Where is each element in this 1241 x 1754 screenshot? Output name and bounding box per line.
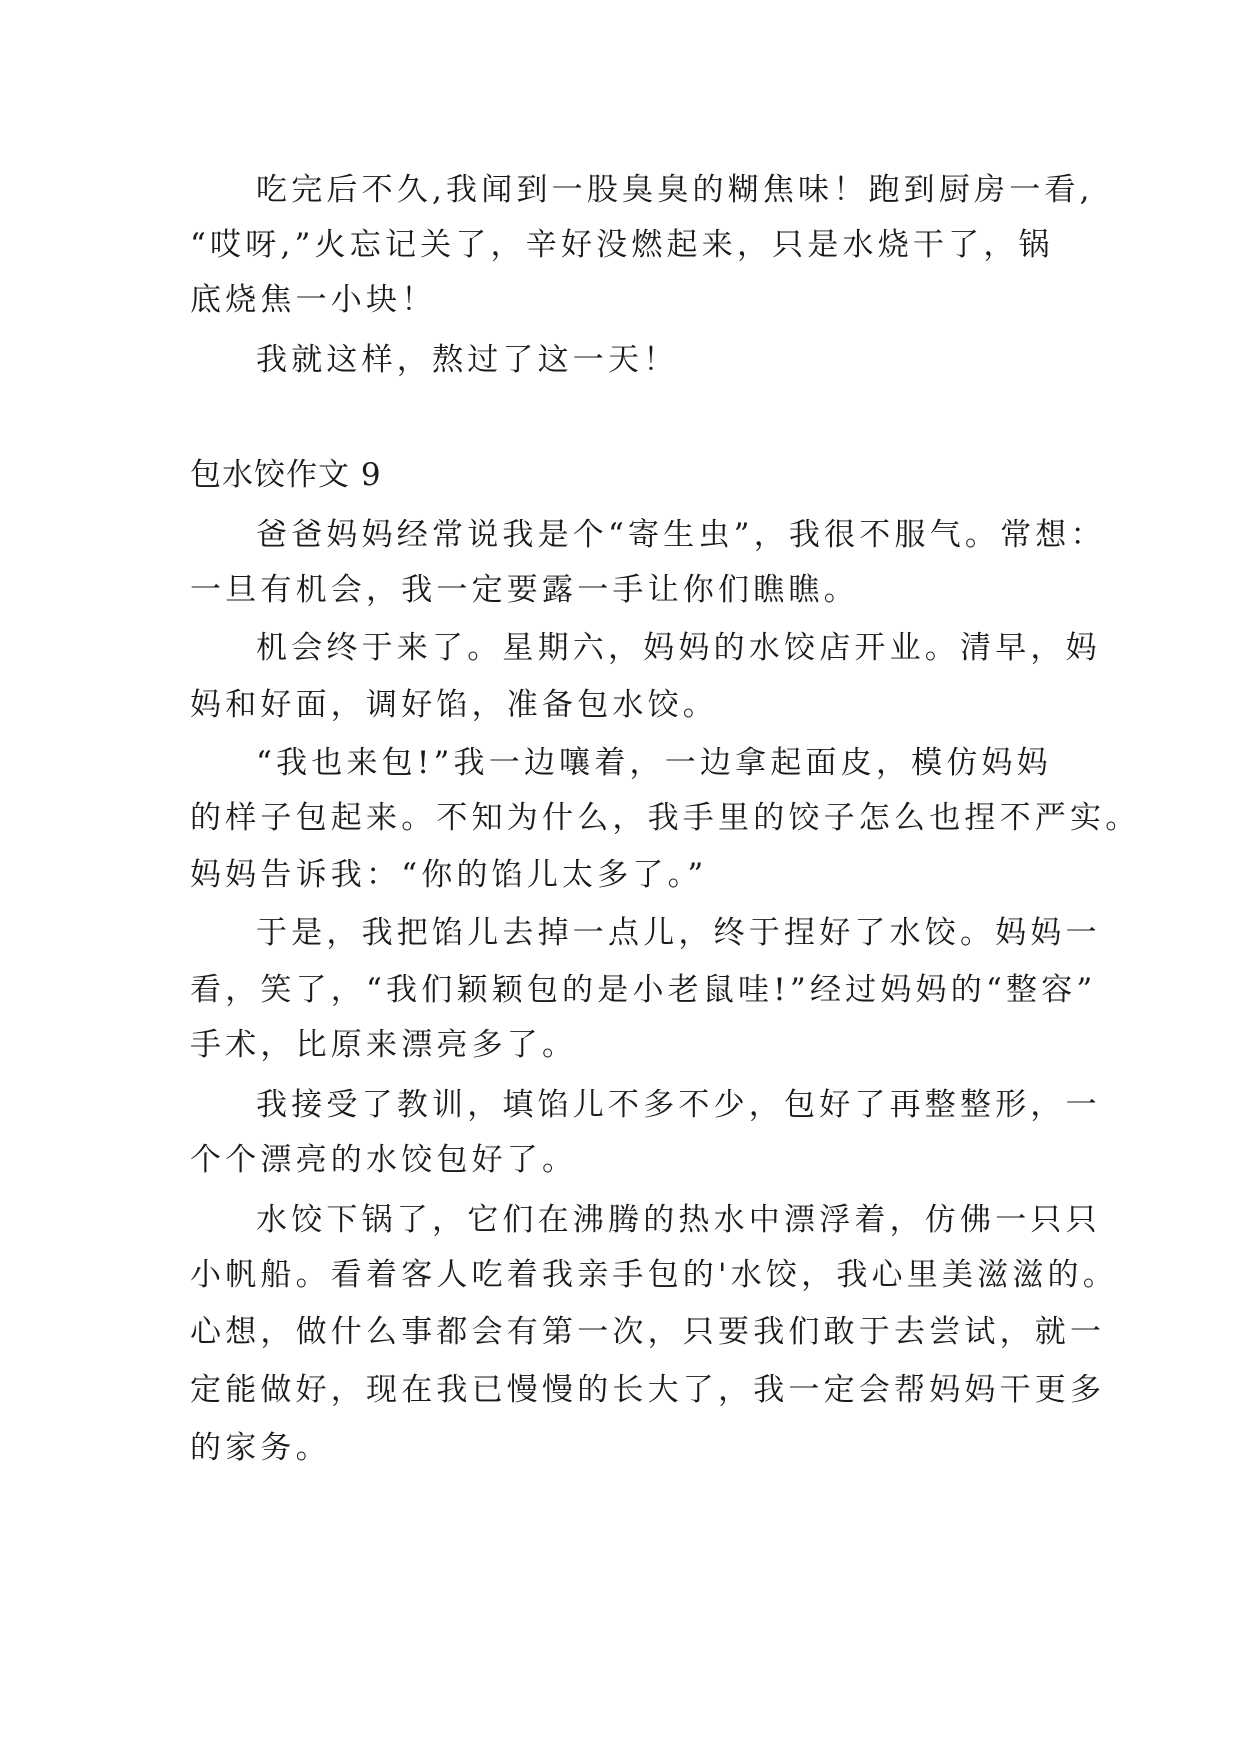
- paragraph-line: 机会终于来了。星期六，妈妈的水饺店开业。清早，妈: [256, 630, 1101, 666]
- paragraph-line: 手术，比原来漂亮多了。: [190, 1027, 578, 1063]
- paragraph-line: 个个漂亮的水饺包好了。: [190, 1142, 578, 1178]
- paragraph-line: 的样子包起来。不知为什么，我手里的饺子怎么也捏不严实。: [190, 800, 1141, 836]
- paragraph-line: 吃完后不久,我闻到一股臭臭的糊焦味！跑到厨房一看,: [256, 172, 1094, 208]
- paragraph-line: “我也来包!”我一边嚷着，一边拿起面皮，模仿妈妈: [256, 745, 1052, 781]
- paragraph-line: “哎呀,”火忘记关了，辛好没燃起来，只是水烧干了，锅: [190, 227, 1054, 263]
- section-heading: 包水饺作文 9: [190, 457, 382, 493]
- paragraph-line: 小帆船。看着客人吃着我亲手包的'水饺，我心里美滋滋的。: [190, 1257, 1118, 1293]
- paragraph-line: 定能做好，现在我已慢慢的长大了，我一定会帮妈妈干更多: [190, 1372, 1106, 1408]
- paragraph-line: 底烧焦一小块！: [190, 282, 437, 318]
- paragraph-line: 一旦有机会，我一定要露一手让你们瞧瞧。: [190, 572, 859, 608]
- paragraph-line: 心想，做什么事都会有第一次，只要我们敢于去尝试，就一: [190, 1314, 1106, 1350]
- paragraph-line: 水饺下锅了，它们在沸腾的热水中漂浮着，仿佛一只只: [256, 1202, 1101, 1238]
- paragraph-line: 的家务。: [190, 1430, 331, 1466]
- paragraph-line: 爸爸妈妈经常说我是个“寄生虫”，我很不服气。常想：: [256, 517, 1106, 553]
- paragraph-line: 看，笑了，“我们颖颖包的是小老鼠哇!”经过妈妈的“整容”: [190, 972, 1097, 1008]
- paragraph-line: 于是，我把馅儿去掉一点儿，终于捏好了水饺。妈妈一: [256, 915, 1101, 951]
- paragraph-line: 妈和好面，调好馅，准备包水饺。: [190, 687, 718, 723]
- paragraph-line: 我接受了教训，填馅儿不多不少，包好了再整整形，一: [256, 1087, 1101, 1123]
- paragraph-line: 我就这样，熬过了这一天！: [256, 342, 679, 378]
- paragraph-line: 妈妈告诉我：“你的馅儿太多了。”: [190, 857, 708, 893]
